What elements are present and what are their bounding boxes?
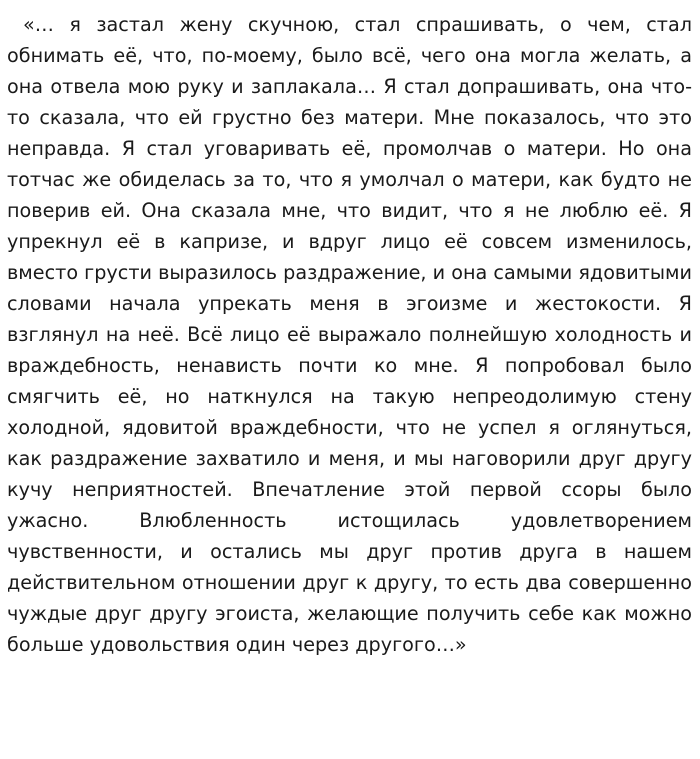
quote-paragraph: «… я застал жену скучною, стал спрашивать, о чем, стал обнимать её, что, по-моему, было всё, чего она могла желать, а она отвела мою руку и заплакала… Я стал допрашивать, она что-то сказала, что ей грустно без матери. Мне показалось, что это неправда. Я стал уговаривать её, промолчав о матери. Но она тотчас же обиделась за то, что я умолчал о матери, как будто не поверив ей. Она сказала мне, что видит, что я не люблю её. Я упрекнул её в капризе, и вдруг лицо её совсем изменилось, вместо грусти выразилось раздражение, и она самыми ядовитыми словами начала упрекать меня в эгоизме и жестокости. Я взглянул на неё. Всё лицо её выражало полнейшую холодность и враждебность, ненависть почти ко мне. Я попробовал было смягчить её, но наткнулся на такую непреодолимую стену холодной, ядовитой враждебности, что не успел я оглянуться, как раздражение захватило и меня, и мы наговорили друг другу кучу неприятностей. Впечатление этой первой ссоры было ужасно. Влюбленность истощилась удовлетворением чувственности, и остались мы друг против друга в нашем действительном отношении друг к другу, то есть два совершенно чуждые друг другу эгоиста, желающие получить себе как можно больше удовольствия один через другого…» (7, 13, 692, 656)
